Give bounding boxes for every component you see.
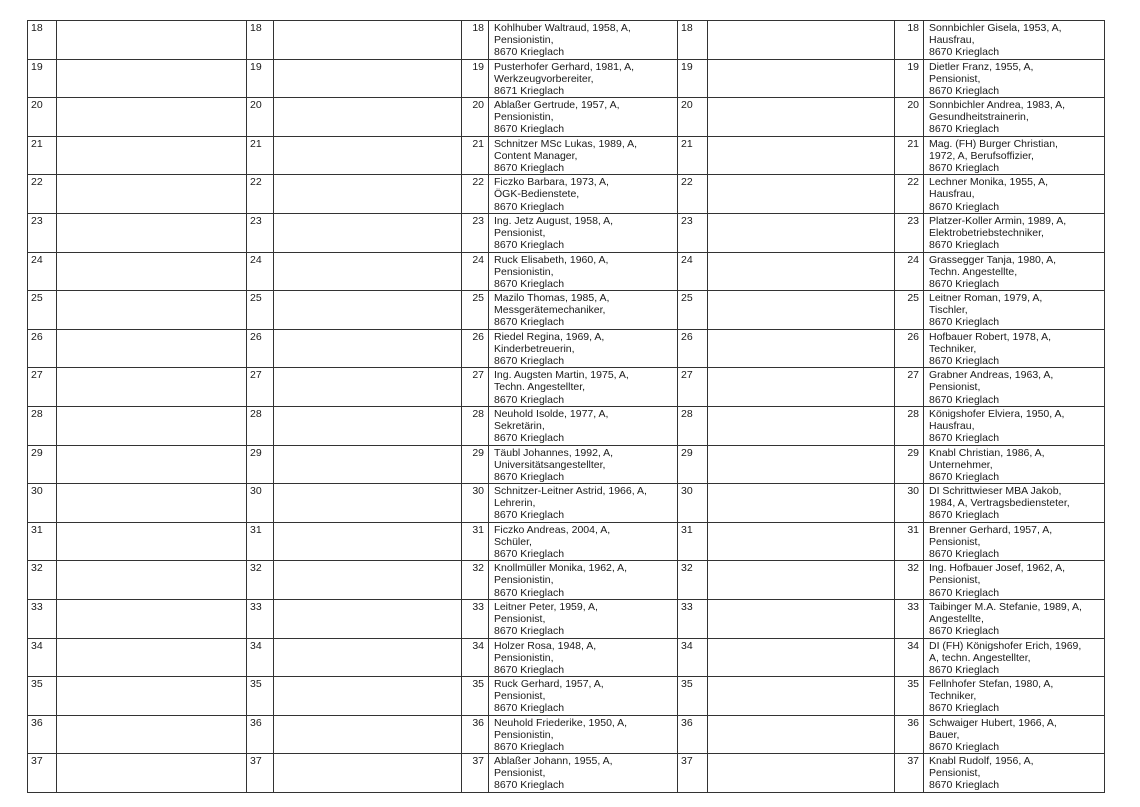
table-row xyxy=(28,213,1105,252)
table-row xyxy=(28,406,1105,445)
table-row xyxy=(28,522,1105,561)
row-number-col2: 32 xyxy=(247,561,274,600)
candidate-entry-col5: Sonnbichler Gisela, 1953, A, Hausfrau, 8670 Krieglach xyxy=(924,21,1105,60)
candidate-list-sheet xyxy=(27,20,1105,793)
table-row xyxy=(28,445,1105,484)
blank-cell-col4 xyxy=(708,754,895,793)
row-number-col2: 23 xyxy=(247,213,274,252)
table-body xyxy=(28,21,1105,793)
row-number-col1: 27 xyxy=(28,368,57,407)
row-number-col1: 32 xyxy=(28,561,57,600)
candidate-entry-col3: Ablaßer Gertrude, 1957, A, Pensionistin, 8670 Krieglach xyxy=(489,98,678,137)
row-number-col4: 25 xyxy=(678,291,708,330)
candidate-entry-col5: Platzer-Koller Armin, 1989, A, Elektrobetriebstechniker, 8670 Krieglach xyxy=(924,213,1105,252)
row-number-col4: 19 xyxy=(678,59,708,98)
blank-cell-col1 xyxy=(57,406,247,445)
row-number-col3: 37 xyxy=(462,754,489,793)
candidate-entry-col5: Hofbauer Robert, 1978, A, Techniker, 8670 Krieglach xyxy=(924,329,1105,368)
candidate-table xyxy=(27,20,1105,793)
row-number-col1: 30 xyxy=(28,484,57,523)
blank-cell-col4 xyxy=(708,561,895,600)
candidate-entry-col3: Neuhold Isolde, 1977, A, Sekretärin, 8670 Krieglach xyxy=(489,406,678,445)
table-row xyxy=(28,484,1105,523)
blank-cell-col2 xyxy=(274,368,462,407)
row-number-col5: 34 xyxy=(895,638,924,677)
row-number-col2: 35 xyxy=(247,677,274,716)
blank-cell-col1 xyxy=(57,98,247,137)
row-number-col3: 26 xyxy=(462,329,489,368)
blank-cell-col1 xyxy=(57,59,247,98)
table-row xyxy=(28,638,1105,677)
row-number-col4: 28 xyxy=(678,406,708,445)
blank-cell-col1 xyxy=(57,136,247,175)
blank-cell-col4 xyxy=(708,368,895,407)
blank-cell-col1 xyxy=(57,599,247,638)
row-number-col5: 32 xyxy=(895,561,924,600)
blank-cell-col1 xyxy=(57,561,247,600)
row-number-col4: 31 xyxy=(678,522,708,561)
row-number-col5: 27 xyxy=(895,368,924,407)
candidate-entry-col5: Schwaiger Hubert, 1966, A, Bauer, 8670 Krieglach xyxy=(924,715,1105,754)
blank-cell-col4 xyxy=(708,522,895,561)
candidate-entry-col3: Mazilo Thomas, 1985, A, Messgerätemechaniker, 8670 Krieglach xyxy=(489,291,678,330)
blank-cell-col2 xyxy=(274,677,462,716)
row-number-col5: 18 xyxy=(895,21,924,60)
table-row xyxy=(28,252,1105,291)
row-number-col2: 27 xyxy=(247,368,274,407)
row-number-col2: 24 xyxy=(247,252,274,291)
row-number-col5: 37 xyxy=(895,754,924,793)
row-number-col5: 23 xyxy=(895,213,924,252)
candidate-entry-col5: DI (FH) Königshofer Erich, 1969, A, techn. Angestellter, 8670 Krieglach xyxy=(924,638,1105,677)
table-row xyxy=(28,329,1105,368)
row-number-col5: 20 xyxy=(895,98,924,137)
blank-cell-col4 xyxy=(708,715,895,754)
blank-cell-col4 xyxy=(708,21,895,60)
blank-cell-col4 xyxy=(708,599,895,638)
row-number-col3: 21 xyxy=(462,136,489,175)
row-number-col1: 20 xyxy=(28,98,57,137)
row-number-col3: 28 xyxy=(462,406,489,445)
blank-cell-col2 xyxy=(274,561,462,600)
blank-cell-col4 xyxy=(708,406,895,445)
blank-cell-col1 xyxy=(57,368,247,407)
candidate-entry-col3: Täubl Johannes, 1992, A, Universitätsangestellter, 8670 Krieglach xyxy=(489,445,678,484)
row-number-col1: 23 xyxy=(28,213,57,252)
row-number-col4: 20 xyxy=(678,98,708,137)
candidate-entry-col5: Lechner Monika, 1955, A, Hausfrau, 8670 Krieglach xyxy=(924,175,1105,214)
table-row xyxy=(28,98,1105,137)
row-number-col4: 33 xyxy=(678,599,708,638)
blank-cell-col2 xyxy=(274,599,462,638)
row-number-col3: 35 xyxy=(462,677,489,716)
row-number-col5: 31 xyxy=(895,522,924,561)
row-number-col5: 33 xyxy=(895,599,924,638)
row-number-col3: 22 xyxy=(462,175,489,214)
candidate-entry-col3: Leitner Peter, 1959, A, Pensionist, 8670 Krieglach xyxy=(489,599,678,638)
row-number-col4: 34 xyxy=(678,638,708,677)
blank-cell-col4 xyxy=(708,98,895,137)
blank-cell-col2 xyxy=(274,213,462,252)
candidate-entry-col3: Ruck Elisabeth, 1960, A, Pensionistin, 8670 Krieglach xyxy=(489,252,678,291)
row-number-col1: 31 xyxy=(28,522,57,561)
blank-cell-col1 xyxy=(57,213,247,252)
row-number-col1: 37 xyxy=(28,754,57,793)
row-number-col3: 19 xyxy=(462,59,489,98)
row-number-col4: 18 xyxy=(678,21,708,60)
row-number-col3: 29 xyxy=(462,445,489,484)
table-row xyxy=(28,59,1105,98)
candidate-entry-col3: Ablaßer Johann, 1955, A, Pensionist, 8670 Krieglach xyxy=(489,754,678,793)
row-number-col2: 25 xyxy=(247,291,274,330)
blank-cell-col4 xyxy=(708,59,895,98)
blank-cell-col4 xyxy=(708,175,895,214)
blank-cell-col2 xyxy=(274,445,462,484)
candidate-entry-col5: Knabl Rudolf, 1956, A, Pensionist, 8670 Krieglach xyxy=(924,754,1105,793)
blank-cell-col1 xyxy=(57,754,247,793)
blank-cell-col1 xyxy=(57,21,247,60)
row-number-col2: 36 xyxy=(247,715,274,754)
candidate-entry-col3: Kohlhuber Waltraud, 1958, A, Pensionistin, 8670 Krieglach xyxy=(489,21,678,60)
row-number-col1: 26 xyxy=(28,329,57,368)
table-row xyxy=(28,561,1105,600)
candidate-entry-col5: Mag. (FH) Burger Christian, 1972, A, Berufsoffizier, 8670 Krieglach xyxy=(924,136,1105,175)
candidate-entry-col5: Königshofer Elviera, 1950, A, Hausfrau, 8670 Krieglach xyxy=(924,406,1105,445)
row-number-col3: 32 xyxy=(462,561,489,600)
row-number-col1: 18 xyxy=(28,21,57,60)
blank-cell-col4 xyxy=(708,252,895,291)
row-number-col3: 25 xyxy=(462,291,489,330)
row-number-col5: 29 xyxy=(895,445,924,484)
candidate-entry-col5: Leitner Roman, 1979, A, Tischler, 8670 Krieglach xyxy=(924,291,1105,330)
row-number-col2: 21 xyxy=(247,136,274,175)
row-number-col2: 28 xyxy=(247,406,274,445)
row-number-col3: 31 xyxy=(462,522,489,561)
candidate-entry-col5: Sonnbichler Andrea, 1983, A, Gesundheitstrainerin, 8670 Krieglach xyxy=(924,98,1105,137)
blank-cell-col2 xyxy=(274,175,462,214)
row-number-col5: 35 xyxy=(895,677,924,716)
blank-cell-col1 xyxy=(57,638,247,677)
table-row xyxy=(28,677,1105,716)
row-number-col2: 34 xyxy=(247,638,274,677)
row-number-col2: 18 xyxy=(247,21,274,60)
blank-cell-col1 xyxy=(57,522,247,561)
blank-cell-col1 xyxy=(57,175,247,214)
candidate-entry-col3: Ing. Augsten Martin, 1975, A, Techn. Angestellter, 8670 Krieglach xyxy=(489,368,678,407)
row-number-col1: 36 xyxy=(28,715,57,754)
table-row xyxy=(28,715,1105,754)
blank-cell-col4 xyxy=(708,213,895,252)
row-number-col1: 22 xyxy=(28,175,57,214)
candidate-entry-col3: Ficzko Barbara, 1973, A, ÖGK-Bedienstete, 8670 Krieglach xyxy=(489,175,678,214)
row-number-col3: 34 xyxy=(462,638,489,677)
row-number-col4: 22 xyxy=(678,175,708,214)
row-number-col5: 21 xyxy=(895,136,924,175)
candidate-entry-col5: DI Schrittwieser MBA Jakob, 1984, A, Vertragsbediensteter, 8670 Krieglach xyxy=(924,484,1105,523)
blank-cell-col4 xyxy=(708,291,895,330)
blank-cell-col4 xyxy=(708,484,895,523)
blank-cell-col2 xyxy=(274,136,462,175)
row-number-col4: 23 xyxy=(678,213,708,252)
blank-cell-col1 xyxy=(57,291,247,330)
blank-cell-col2 xyxy=(274,522,462,561)
candidate-entry-col3: Riedel Regina, 1969, A, Kinderbetreuerin, 8670 Krieglach xyxy=(489,329,678,368)
row-number-col5: 22 xyxy=(895,175,924,214)
blank-cell-col4 xyxy=(708,136,895,175)
row-number-col3: 27 xyxy=(462,368,489,407)
blank-cell-col2 xyxy=(274,98,462,137)
blank-cell-col1 xyxy=(57,715,247,754)
row-number-col4: 24 xyxy=(678,252,708,291)
row-number-col5: 28 xyxy=(895,406,924,445)
row-number-col2: 31 xyxy=(247,522,274,561)
blank-cell-col2 xyxy=(274,291,462,330)
candidate-entry-col3: Ing. Jetz August, 1958, A, Pensionist, 8670 Krieglach xyxy=(489,213,678,252)
row-number-col5: 36 xyxy=(895,715,924,754)
row-number-col5: 25 xyxy=(895,291,924,330)
candidate-entry-col3: Holzer Rosa, 1948, A, Pensionistin, 8670 Krieglach xyxy=(489,638,678,677)
row-number-col5: 26 xyxy=(895,329,924,368)
row-number-col5: 24 xyxy=(895,252,924,291)
blank-cell-col2 xyxy=(274,754,462,793)
row-number-col3: 23 xyxy=(462,213,489,252)
blank-cell-col1 xyxy=(57,252,247,291)
row-number-col2: 20 xyxy=(247,98,274,137)
row-number-col4: 26 xyxy=(678,329,708,368)
candidate-entry-col3: Neuhold Friederike, 1950, A, Pensionistin, 8670 Krieglach xyxy=(489,715,678,754)
candidate-entry-col3: Knollmüller Monika, 1962, A, Pensionistin, 8670 Krieglach xyxy=(489,561,678,600)
candidate-entry-col5: Dietler Franz, 1955, A, Pensionist, 8670 Krieglach xyxy=(924,59,1105,98)
blank-cell-col4 xyxy=(708,445,895,484)
row-number-col4: 37 xyxy=(678,754,708,793)
table-row xyxy=(28,291,1105,330)
blank-cell-col2 xyxy=(274,406,462,445)
row-number-col3: 20 xyxy=(462,98,489,137)
blank-cell-col2 xyxy=(274,59,462,98)
blank-cell-col2 xyxy=(274,484,462,523)
candidate-entry-col3: Schnitzer-Leitner Astrid, 1966, A, Lehrerin, 8670 Krieglach xyxy=(489,484,678,523)
blank-cell-col4 xyxy=(708,329,895,368)
candidate-entry-col5: Knabl Christian, 1986, A, Unternehmer, 8670 Krieglach xyxy=(924,445,1105,484)
row-number-col4: 29 xyxy=(678,445,708,484)
row-number-col5: 19 xyxy=(895,59,924,98)
blank-cell-col2 xyxy=(274,329,462,368)
row-number-col4: 35 xyxy=(678,677,708,716)
blank-cell-col4 xyxy=(708,638,895,677)
candidate-entry-col3: Schnitzer MSc Lukas, 1989, A, Content Manager, 8670 Krieglach xyxy=(489,136,678,175)
row-number-col2: 37 xyxy=(247,754,274,793)
row-number-col5: 30 xyxy=(895,484,924,523)
candidate-entry-col5: Ing. Hofbauer Josef, 1962, A, Pensionist, 8670 Krieglach xyxy=(924,561,1105,600)
row-number-col2: 30 xyxy=(247,484,274,523)
row-number-col2: 26 xyxy=(247,329,274,368)
row-number-col3: 24 xyxy=(462,252,489,291)
row-number-col1: 21 xyxy=(28,136,57,175)
row-number-col1: 19 xyxy=(28,59,57,98)
table-row xyxy=(28,21,1105,60)
row-number-col1: 35 xyxy=(28,677,57,716)
row-number-col1: 25 xyxy=(28,291,57,330)
candidate-entry-col5: Taibinger M.A. Stefanie, 1989, A, Angestellte, 8670 Krieglach xyxy=(924,599,1105,638)
table-row xyxy=(28,599,1105,638)
candidate-entry-col3: Pusterhofer Gerhard, 1981, A, Werkzeugvorbereiter, 8671 Krieglach xyxy=(489,59,678,98)
row-number-col2: 33 xyxy=(247,599,274,638)
blank-cell-col1 xyxy=(57,484,247,523)
row-number-col3: 33 xyxy=(462,599,489,638)
row-number-col4: 36 xyxy=(678,715,708,754)
row-number-col1: 29 xyxy=(28,445,57,484)
candidate-entry-col5: Grabner Andreas, 1963, A, Pensionist, 8670 Krieglach xyxy=(924,368,1105,407)
table-row xyxy=(28,175,1105,214)
row-number-col1: 28 xyxy=(28,406,57,445)
blank-cell-col2 xyxy=(274,638,462,677)
row-number-col4: 27 xyxy=(678,368,708,407)
candidate-entry-col5: Grassegger Tanja, 1980, A, Techn. Angestellte, 8670 Krieglach xyxy=(924,252,1105,291)
blank-cell-col4 xyxy=(708,677,895,716)
blank-cell-col1 xyxy=(57,677,247,716)
candidate-entry-col3: Ruck Gerhard, 1957, A, Pensionist, 8670 Krieglach xyxy=(489,677,678,716)
candidate-entry-col5: Brenner Gerhard, 1957, A, Pensionist, 8670 Krieglach xyxy=(924,522,1105,561)
row-number-col3: 30 xyxy=(462,484,489,523)
row-number-col2: 19 xyxy=(247,59,274,98)
table-row xyxy=(28,754,1105,793)
blank-cell-col2 xyxy=(274,252,462,291)
table-row xyxy=(28,368,1105,407)
row-number-col4: 32 xyxy=(678,561,708,600)
row-number-col3: 18 xyxy=(462,21,489,60)
row-number-col2: 29 xyxy=(247,445,274,484)
blank-cell-col2 xyxy=(274,715,462,754)
row-number-col3: 36 xyxy=(462,715,489,754)
row-number-col2: 22 xyxy=(247,175,274,214)
row-number-col1: 34 xyxy=(28,638,57,677)
table-row xyxy=(28,136,1105,175)
row-number-col1: 24 xyxy=(28,252,57,291)
blank-cell-col1 xyxy=(57,329,247,368)
blank-cell-col2 xyxy=(274,21,462,60)
row-number-col4: 30 xyxy=(678,484,708,523)
blank-cell-col1 xyxy=(57,445,247,484)
row-number-col4: 21 xyxy=(678,136,708,175)
candidate-entry-col5: Fellnhofer Stefan, 1980, A, Techniker, 8670 Krieglach xyxy=(924,677,1105,716)
row-number-col1: 33 xyxy=(28,599,57,638)
candidate-entry-col3: Ficzko Andreas, 2004, A, Schüler, 8670 Krieglach xyxy=(489,522,678,561)
